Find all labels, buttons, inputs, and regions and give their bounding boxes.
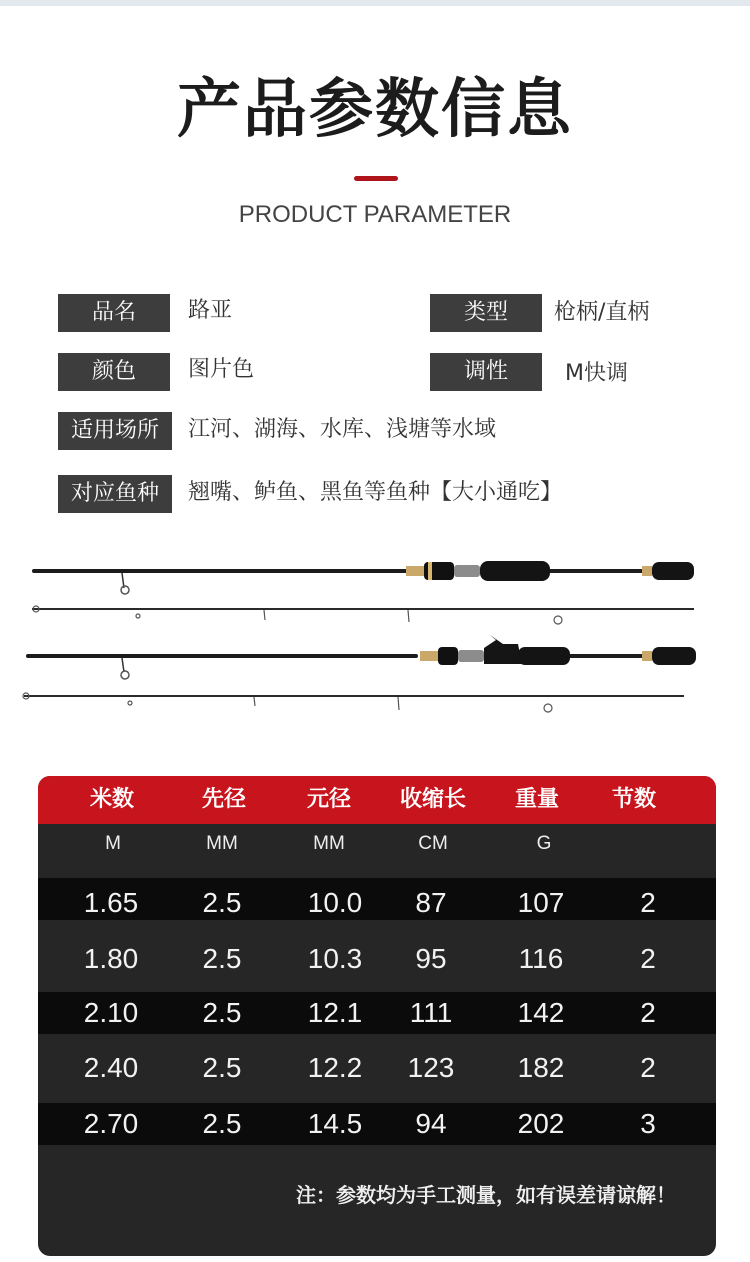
page-subtitle: PRODUCT PARAMETER [238,201,512,228]
header-closed-length: 收缩长 [399,787,467,812]
cell-weight: 142 [517,997,565,1028]
top-strip [0,0,750,6]
cell-tip-diameter: 2.5 [202,1052,242,1083]
spec-fish-value: 翘嘴、鲈鱼、黑鱼等鱼种【大小通吃】 [188,480,563,505]
spec-type-label: 类型 [430,294,542,332]
cell-butt-diameter: 12.1 [307,997,363,1028]
table-row [38,938,716,980]
cell-length: 2.10 [83,997,139,1028]
cell-butt-diameter: 10.0 [307,887,363,918]
rod-spinning-tip [32,606,694,624]
spec-type-value: 枪柄/直柄 [554,300,650,325]
spec-action-label: 调性 [430,353,542,391]
rod-casting-tip [23,693,684,712]
spec-name-value: 路亚 [188,298,233,323]
header-length: 米数 [89,787,135,812]
spec-place-label: 适用场所 [58,412,172,450]
cell-weight: 182 [517,1052,565,1083]
cell-length: 2.40 [83,1052,139,1083]
header-butt-diameter: 元径 [306,787,352,812]
table-row [38,1103,716,1145]
cell-sections: 2 [640,1052,656,1083]
cell-closed-length: 95 [415,943,447,974]
cell-closed-length: 94 [415,1108,447,1139]
cell-length: 2.70 [83,1108,139,1139]
cell-closed-length: 87 [415,887,447,918]
unit-butt-diameter: MM [313,833,345,854]
cell-sections: 2 [640,887,656,918]
parameter-table [38,776,716,1256]
unit-tip-diameter: MM [206,833,238,854]
spec-name-label: 品名 [58,294,170,332]
cell-butt-diameter: 12.2 [307,1052,363,1083]
spec-color-label: 颜色 [58,353,170,391]
cell-closed-length: 111 [409,997,453,1028]
table-row [38,1047,716,1089]
rod-spinning-butt [32,561,694,594]
cell-tip-diameter: 2.5 [202,1108,242,1139]
table-header-row [38,776,716,824]
spec-fish-label: 对应鱼种 [58,475,172,513]
header-sections: 节数 [611,787,657,812]
spec-place-value: 江河、湖海、水库、浅塘等水域 [188,417,497,442]
cell-butt-diameter: 14.5 [307,1108,363,1139]
cell-tip-diameter: 2.5 [202,943,242,974]
table-row [38,992,716,1034]
cell-length: 1.80 [83,943,139,974]
title-divider [354,176,398,181]
cell-sections: 2 [640,997,656,1028]
cell-weight: 107 [517,887,565,918]
spec-action-value: M快调 [565,361,628,386]
cell-butt-diameter: 10.3 [307,943,363,974]
spec-color-value: 图片色 [188,357,255,382]
unit-length: M [105,833,121,854]
cell-weight: 116 [518,943,564,974]
header-tip-diameter: 先径 [201,787,247,812]
unit-weight: G [536,833,552,854]
table-row [38,882,716,924]
unit-closed-length: CM [418,833,448,854]
fishing-rods-image [18,540,708,720]
cell-tip-diameter: 2.5 [202,887,242,918]
cell-sections: 2 [640,943,656,974]
cell-closed-length: 123 [407,1052,455,1083]
rod-casting-butt [26,635,696,679]
cell-length: 1.65 [83,887,139,918]
page-title: 产品参数信息 [177,73,573,147]
measurement-note: 注：参数均为手工测量，如有误差请谅解！ [296,1183,676,1207]
cell-tip-diameter: 2.5 [202,997,242,1028]
cell-weight: 202 [517,1108,565,1139]
header-weight: 重量 [514,787,560,812]
cell-sections: 3 [640,1108,656,1139]
